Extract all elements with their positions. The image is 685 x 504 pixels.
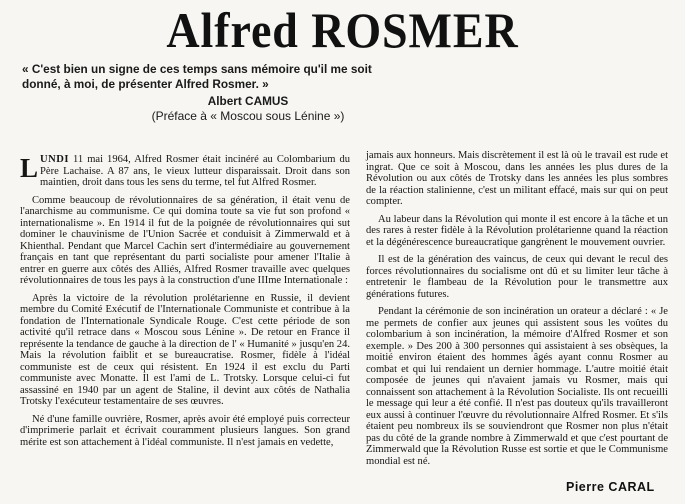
paragraph: Il est de la génération des vaincus, de ceux qui devant le recul des forces révolutionnaires du socialisme ont dû et su limiter leur tâche à entretenir le flambeau de la Révolution pour le transmettre aux générations futures. bbox=[366, 254, 668, 300]
paragraph: Né d'une famille ouvrière, Rosmer, après avoir été employé puis correcteur d'imprimerie parlait et écrivait couramment plusieurs langues. Son grand mérite est son attachement à l'idéal communiste. Il n'est jamais en vedette, bbox=[20, 413, 350, 448]
paragraph-text: 11 mai 1964, Alfred Rosmer était incinéré au Colombarium du Père Lachaise. A 87 ans, le vieux lutteur disparaissait. Droit dans son maintien, droit dans tous les sens du terme, tel fut Alfred Rosmer. bbox=[40, 154, 350, 188]
epigraph-source: (Préface à « Moscou sous Lénine ») bbox=[151, 109, 345, 123]
paragraph: Pendant la cérémonie de son incinération un orateur a déclaré : « Je me permets de confier aux jeunes qui assistent sous les voûtes du colombarium à son incinération, la mémoire d'Alfred Rosmer et son exemple. » Des 200 à 300 personnes qui assistaient à ses obsèques, la moitié environ étaient des hommes âgés ayant connu Rosmer au combat et qui lui rendaient un dernier hommage. L'autre moitié était composée de jeunes qui n'avaient jamais vu Rosmer, mais qui connaissent son attachement à la Révolution Socialiste. Ils ont recueilli le message qui leur a été confié. Il n'est pas douteux qu'ils travailleront eux aussi à continuer l'œuvre du révolutionnaire Alfred Rosmer. Et s'ils étaient peu nombreux ils se souviendront que Rosmer non plus n'était pas du côté de la grande nombre à Zimmerwald et que c'est pourtant de Zimmerwald que la Révolution Russe est sortie et que le Communisme mondial est né. bbox=[366, 306, 668, 467]
paragraph: Après la victoire de la révolution prolétarienne en Russie, il devient membre du Comité Exécutif de l'Internationale Communiste et contribue à la fondation de l'Internationale Syndicale Rouge. C'est cette période de son activité qu'il retrace dans « Moscou sous Lénine ». De retour en France il représente la tendance de gauche à la direction de l' « Humanité » jusqu'en 24. Mais la révolution faiblit et se bureaucratise. Rosmer, fidèle à l'idéal communiste est de ceux qui résistent. En 1924 il est exclu du Parti communiste avec Monatte. Il est l'ami de L. Trotsky. Lorsque celui-ci fut assassiné en 1940 par un agent de Staline, il devint aux côtés de Nathalia Trotsky l'exécuteur testamentaire de ses œuvres. bbox=[20, 292, 350, 407]
paragraph: jamais aux honneurs. Mais discrètement il est là où le travail est rude et ingrat. Que ce soit à Moscou, dans les années les plus dures de la Révolution ou aux côtés de Trotsky dans les années les plus sombres de la réaction stalinienne, c'est un militant effacé, mais sur qui on peut compter. bbox=[366, 150, 668, 207]
article-title: Alfred ROSMER bbox=[166, 2, 519, 58]
left-column bbox=[20, 154, 350, 454]
epigraph-author: Albert CAMUS bbox=[207, 94, 289, 108]
epigraph-quote: « C'est bien un signe de ces temps sans mémoire qu'il me soit donné, à moi, de présenter Alfred Rosmer. » bbox=[22, 62, 372, 91]
paragraph: Comme beaucoup de révolutionnaires de sa génération, il était venu de l'anarchisme au communisme. Ce qui domina toute sa vie fut son profond « internationalisme ». En 1914 il fut de la poignée de révolutionnaires qui sut dominer le chauvinisme de l'Union Sacrée et conduisit à Zimmerwald et à Khienthal. Pendant que Marcel Cachin sert d'intermédiaire au gouvernement français en tant que représentant du parti socialiste pour amener l'Italie à entrer en guerre aux côtés des Alliés, Alfred Rosmer travaille avec quelques révolutionnaires de tous les pays à la construction d'une IIIme Internationale : bbox=[20, 194, 350, 286]
first-word: UNDI bbox=[40, 154, 69, 165]
author-signature: Pierre CARAL bbox=[566, 480, 655, 494]
paragraph: Au labeur dans la Révolution qui monte il est encore à la tâche et un des rares à rester fidèle à la Révolution prolétarienne quand la réaction et la dégénérescence bureaucratique gangrènent le mouvement ouvrier. bbox=[366, 213, 668, 248]
right-column bbox=[366, 150, 668, 473]
epigraph bbox=[22, 62, 394, 124]
drop-cap: L bbox=[20, 153, 39, 183]
paragraph bbox=[20, 154, 350, 189]
